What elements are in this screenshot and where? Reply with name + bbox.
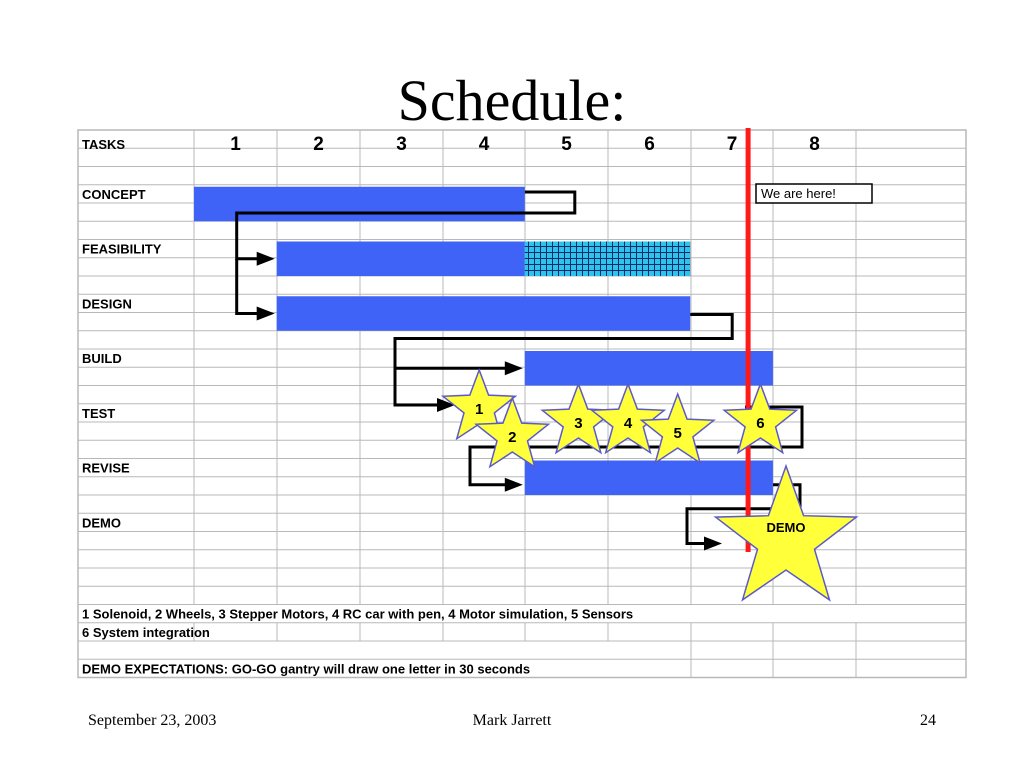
task-label-revise: REVISE xyxy=(82,460,130,476)
task-label-test: TEST xyxy=(82,405,116,421)
note-line-3: DEMO EXPECTATIONS: GO-GO gantry will draw one letter in 30 seconds xyxy=(82,661,531,677)
period-label-8: 8 xyxy=(809,134,820,155)
task-label-concept: CONCEPT xyxy=(82,186,146,202)
task-bar-design xyxy=(277,296,691,331)
note-line-2: 6 System integration xyxy=(82,624,210,640)
current-marker-label: We are here! xyxy=(761,186,836,201)
task-label-demo: DEMO xyxy=(82,515,121,531)
dependency-arrowhead-demo xyxy=(704,537,722,551)
dependency-arrowhead-feasibility xyxy=(257,252,275,266)
period-label-5: 5 xyxy=(561,134,572,155)
dependency-arrow-design-test xyxy=(395,368,450,405)
header-tasks-label: TASKS xyxy=(82,137,126,152)
slide-title: Schedule: xyxy=(397,68,627,133)
dependency-arrowhead-build xyxy=(505,361,523,375)
note-line-1: 1 Solenoid, 2 Wheels, 3 Stepper Motors, 4 RC car with pen, 4 Motor simulation, 5 Sensors xyxy=(82,606,634,622)
milestone-label-5: 5 xyxy=(673,425,682,442)
milestone-label-1: 1 xyxy=(475,401,484,418)
footer-author: Mark Jarrett xyxy=(472,712,552,729)
task-bar-feasibility xyxy=(277,242,525,277)
task-bar-revise xyxy=(525,461,773,496)
task-bar-concept xyxy=(194,187,525,222)
milestone-label-3: 3 xyxy=(574,415,583,432)
period-label-2: 2 xyxy=(313,134,324,155)
period-label-1: 1 xyxy=(230,134,241,155)
period-label-7: 7 xyxy=(726,134,738,155)
footer-page-number: 24 xyxy=(920,712,936,729)
period-label-3: 3 xyxy=(396,134,407,155)
dependency-arrow-concept-design xyxy=(237,259,271,314)
footer-date: September 23, 2003 xyxy=(88,712,217,729)
demo-star-label: DEMO xyxy=(766,520,806,535)
task-label-design: DESIGN xyxy=(82,296,132,312)
milestone-label-2: 2 xyxy=(508,429,517,446)
task-extension-feasibility xyxy=(525,242,690,277)
dependency-arrowhead-design xyxy=(257,307,275,321)
task-label-feasibility: FEASIBILITY xyxy=(82,241,162,257)
task-bar-build xyxy=(525,351,773,386)
milestone-label-6: 6 xyxy=(756,415,765,432)
milestone-label-4: 4 xyxy=(623,415,633,432)
period-label-6: 6 xyxy=(644,134,655,155)
period-label-4: 4 xyxy=(478,134,490,155)
dependency-arrowhead-revise xyxy=(505,478,523,492)
task-label-build: BUILD xyxy=(82,351,122,366)
